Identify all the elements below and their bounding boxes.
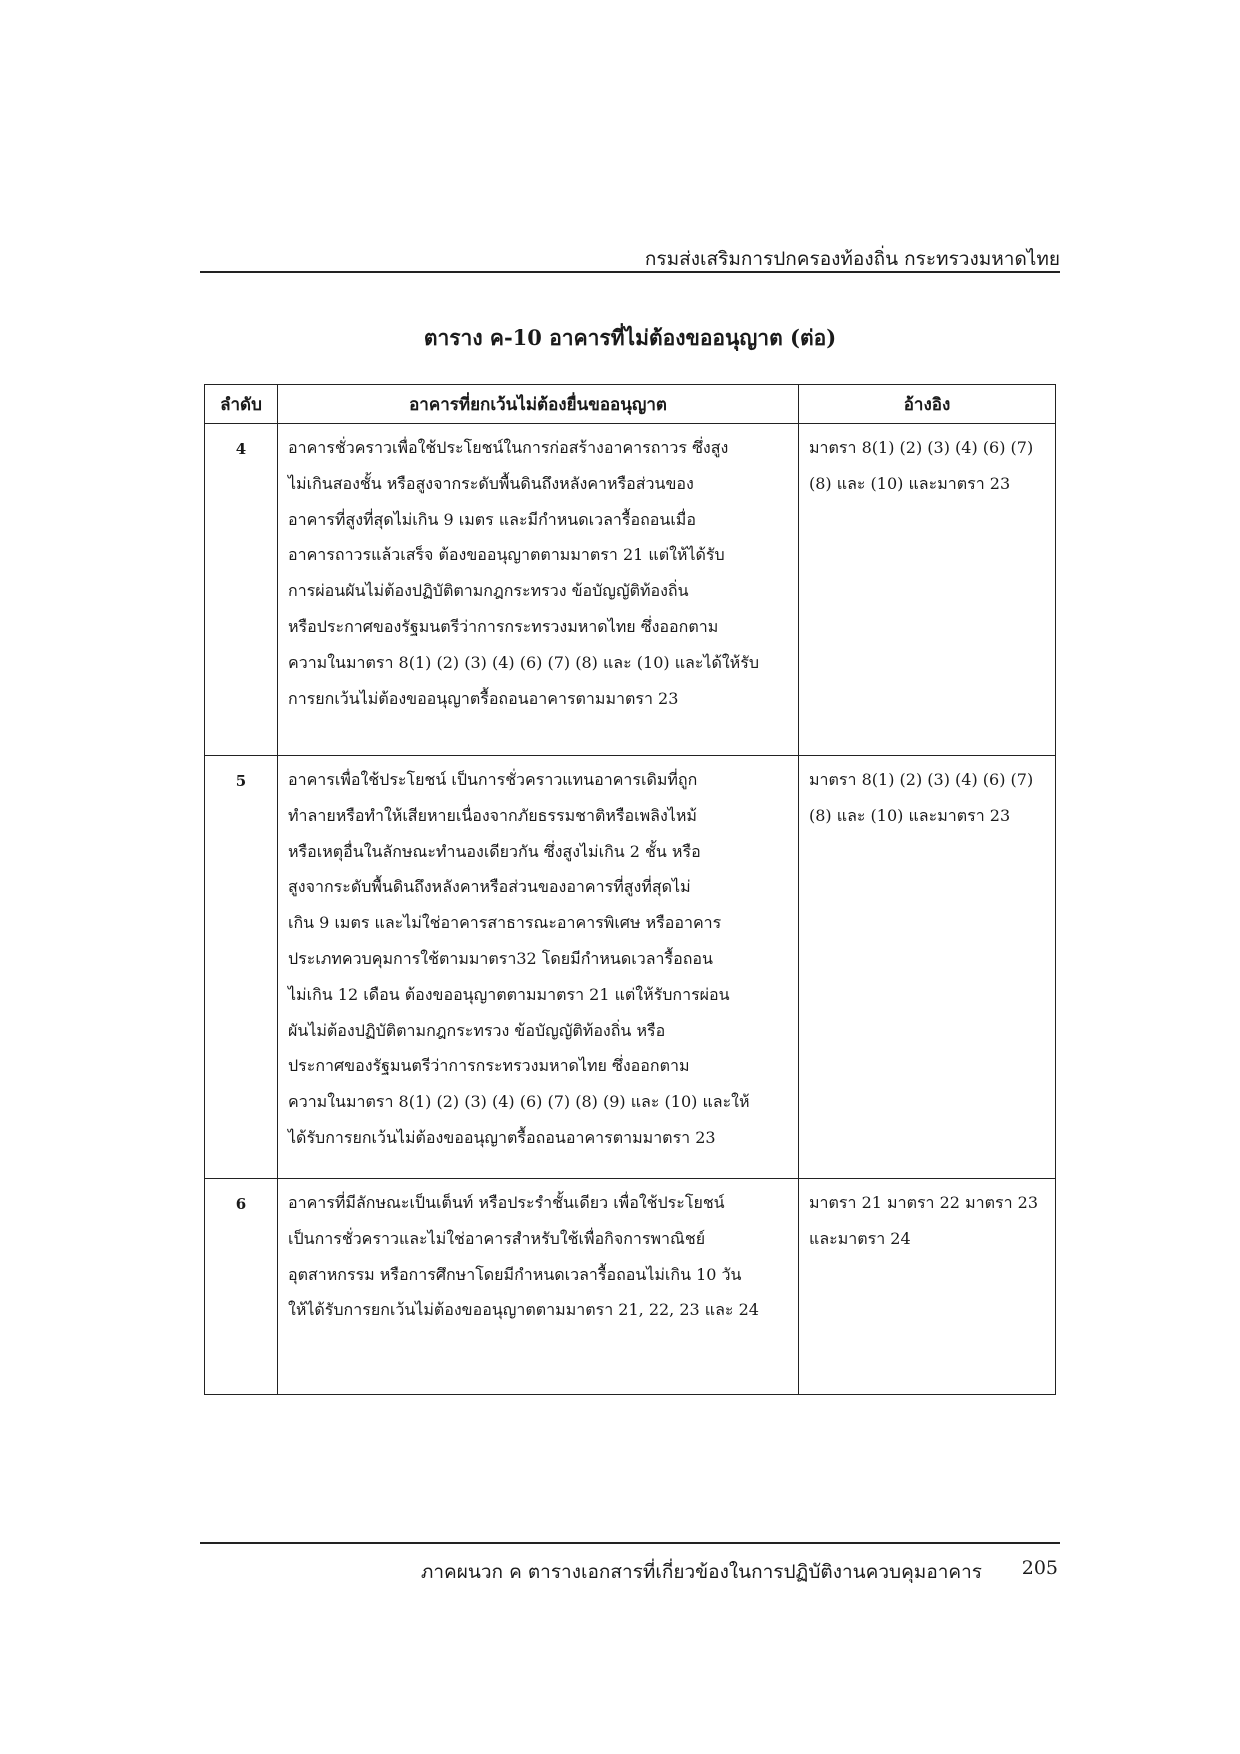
column-header-reference: อ้างอิง [799,385,1056,424]
description-line: อาคารที่มีลักษณะเป็นเต็นท์ หรือประรำชั้นเดียว เพื่อใช้ประโยชน์ [288,1193,725,1212]
description-line: เป็นการชั่วคราวและไม่ใช่อาคารสำหรับใช้เพื่อกิจการพาณิชย์ [288,1228,706,1248]
footer-text: ภาคผนวก ค ตารางเอกสารที่เกี่ยวข้องในการปฏิบัติงานควบคุมอาคาร [420,1561,982,1583]
table-row [205,756,1056,1179]
description-line: อุตสาหกรรม หรือการศึกษาโดยมีกำหนดเวลารื้อถอนไม่เกิน 10 วัน [288,1264,742,1284]
description-line: อาคารที่สูงที่สุดไม่เกิน 9 เมตร และมีกำหนดเวลารื้อถอนเมื่อ [288,509,696,529]
description-line: หรือประกาศของรัฐมนตรีว่าการกระทรวงมหาดไทย ซึ่งออกตาม [288,616,719,636]
description-line: ผันไม่ต้องปฏิบัติตามกฎกระทรวง ข้อบัญญัติท้องถิ่น หรือ [288,1020,666,1040]
header-divider [200,271,1060,273]
row-number: 5 [205,756,278,1179]
description-line: ประเภทควบคุมการใช้ตามมาตรา32 โดยมีกำหนดเวลารื้อถอน [288,948,713,968]
description-line: ได้รับการยกเว้นไม่ต้องขออนุญาตรื้อถอนอาคารตามมาตรา 23 [288,1127,716,1147]
description-line: ไม่เกินสองชั้น หรือสูงจากระดับพื้นดินถึงหลังคาหรือส่วนของ [288,473,694,493]
description-line: การยกเว้นไม่ต้องขออนุญาตรื้อถอนอาคารตามมาตรา 23 [288,688,679,708]
description-line: เกิน 9 เมตร และไม่ใช่อาคารสาธารณะอาคารพิเศษ หรืออาคาร [288,913,722,933]
table-title: ตาราง ค-10 อาคารที่ไม่ต้องขออนุญาต (ต่อ) [423,325,837,350]
reference-line: (8) และ (10) และมาตรา 23 [809,805,1011,825]
description-line: ความในมาตรา 8(1) (2) (3) (4) (6) (7) (8) และ (10) และได้ให้รับ [288,652,759,672]
table-header-row [205,385,1056,424]
row-number: 6 [205,1179,278,1395]
reference-line: มาตรา 8(1) (2) (3) (4) (6) (7) [809,770,1034,789]
row-reference [799,756,1056,1179]
description-line: อาคารชั่วคราวเพื่อใช้ประโยชน์ในการก่อสร้างอาคารถาวร ซึ่งสูง [288,438,729,457]
description-line: ให้ได้รับการยกเว้นไม่ต้องขออนุญาตตามมาตรา 21, 22, 23 และ 24 [288,1300,759,1320]
row-reference [799,424,1056,756]
row-description [278,756,799,1179]
row-description [278,1179,799,1395]
description-line: อาคารเพื่อใช้ประโยชน์ เป็นการชั่วคราวแทนอาคารเดิมที่ถูก [288,770,698,789]
description-line: ไม่เกิน 12 เดือน ต้องขออนุญาตตามมาตรา 21 แต่ให้รับการผ่อน [288,984,730,1004]
description-line: หรือเหตุอื่นในลักษณะทำนองเดียวกัน ซึ่งสูงไม่เกิน 2 ชั้น หรือ [288,841,701,861]
description-line: อาคารถาวรแล้วเสร็จ ต้องขออนุญาตตามมาตรา 21 แต่ให้ได้รับ [288,545,725,565]
description-line: ประกาศของรัฐมนตรีว่าการกระทรวงมหาดไทย ซึ่งออกตาม [288,1056,690,1076]
column-header-description: อาคารที่ยกเว้นไม่ต้องยื่นขออนุญาต [278,385,799,424]
row-reference [799,1179,1056,1395]
row-number: 4 [205,424,278,756]
footer-divider [200,1542,1060,1544]
header-organization: กรมส่งเสริมการปกครองท้องถิ่น กระทรวงมหาดไทย [644,248,1060,270]
reference-line: มาตรา 21 มาตรา 22 มาตรา 23 [809,1193,1039,1212]
page-number: 205 [1021,1557,1058,1579]
description-line: ความในมาตรา 8(1) (2) (3) (4) (6) (7) (8) (9) และ (10) และให้ [288,1092,750,1112]
description-line: การผ่อนผันไม่ต้องปฏิบัติตามกฎกระทรวง ข้อบัญญัติท้องถิ่น [288,581,689,601]
table-row [205,1179,1056,1395]
table-row [205,424,1056,756]
reference-line: มาตรา 8(1) (2) (3) (4) (6) (7) [809,438,1034,457]
description-line: ทำลายหรือทำให้เสียหายเนื่องจากภัยธรรมชาติหรือเพลิงไหม้ [288,805,697,825]
exemption-table [204,384,1056,1395]
description-line: สูงจากระดับพื้นดินถึงหลังคาหรือส่วนของอาคารที่สูงที่สุดไม่ [288,877,691,897]
row-description [278,424,799,756]
reference-line: (8) และ (10) และมาตรา 23 [809,473,1011,493]
reference-line: และมาตรา 24 [809,1228,911,1248]
column-header-number: ลำดับ [205,385,278,424]
